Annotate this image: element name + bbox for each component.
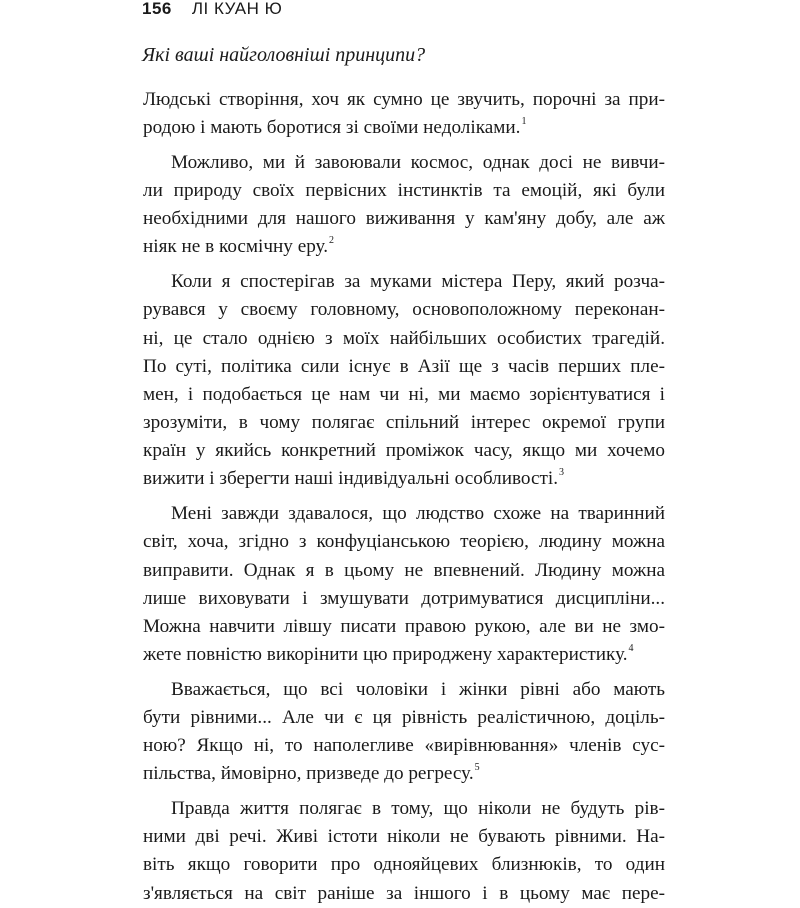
line-text: Мені завжди здавалося, що людство схоже на тваринний — [171, 503, 665, 525]
line-text: рувався у своєму головному, основоположному переконан- — [143, 299, 665, 321]
line-text: Вважається, що всі чоловіки і жінки рівні або мають — [171, 678, 665, 700]
text-line — [143, 86, 665, 114]
line-text: ніяк не в космічну еру. — [143, 236, 329, 258]
running-head — [142, 0, 282, 22]
line-text: мен, і подобається це нам чи ні, ми маємо зорієнтуватися і — [143, 383, 665, 405]
line-text: лише виховувати і змушувати дотримуватися дисципліни... — [143, 587, 665, 609]
paragraph — [143, 86, 665, 142]
line-text: країн у якийсь конкретний проміжок часу, якщо ми хочемо — [143, 440, 665, 462]
line-text: Можливо, ми й завоювали космос, однак досі не вивчи- — [171, 151, 665, 173]
text-line — [143, 823, 665, 851]
text-line — [143, 381, 665, 409]
text-line — [143, 233, 665, 261]
text-line — [143, 437, 665, 465]
line-text: виправити. Однак я в цьому не впевнений. Людину можна — [143, 559, 665, 581]
text-line — [143, 585, 665, 613]
text-line — [143, 465, 665, 493]
line-text: з'являється на світ раніше за іншого і в цьому має пере- — [143, 882, 665, 904]
text-line — [143, 114, 665, 142]
text-line — [143, 177, 665, 205]
line-text: ні, це стало однією з моїх найбільших особистих трагедій. — [143, 327, 665, 349]
paragraph — [143, 149, 665, 262]
line-text: віть якщо говорити про однояйцевих близнюків, то один — [143, 854, 665, 876]
text-line — [143, 732, 665, 760]
line-text: ною? Якщо ні, то наполегливе «вирівнювання» членів сус- — [143, 735, 665, 757]
section-heading: Які ваші найголовніші принципи? — [142, 44, 426, 66]
text-line — [143, 205, 665, 233]
line-text: Людські створіння, хоч як сумно це звучить, порочні за при- — [143, 89, 665, 110]
paragraph — [143, 268, 665, 494]
text-line — [143, 613, 665, 641]
paragraph — [143, 676, 665, 789]
line-text: зрозуміти, в чому полягає спільний інтерес окремої групи — [143, 412, 665, 434]
line-text: пільства, ймовірно, призведе до регресу. — [143, 763, 474, 785]
paragraph — [143, 795, 665, 908]
text-line — [143, 528, 665, 556]
footnote-marker[interactable]: 4 — [628, 643, 634, 655]
text-line — [143, 325, 665, 353]
footnote-marker[interactable]: 5 — [474, 762, 480, 774]
line-text: бути рівними... Але чи є ця рівність реалістичною, доціль- — [143, 706, 665, 728]
text-line — [143, 149, 665, 177]
text-line — [143, 760, 665, 788]
text-line — [143, 795, 665, 823]
running-head-author: ЛІ КУАН Ю — [191, 0, 283, 18]
text-line — [143, 268, 665, 296]
text-line — [143, 557, 665, 585]
line-text: жете повністю викорінити цю природжену характеристику. — [143, 644, 628, 666]
footnote-marker[interactable]: 2 — [329, 235, 335, 247]
line-text: ними дві речі. Живі істоти ніколи не бувають рівними. На- — [143, 826, 665, 848]
line-text: родою і мають боротися зі своїми недоліками. — [143, 117, 521, 139]
text-line — [143, 704, 665, 732]
text-line — [143, 851, 665, 879]
body-text — [143, 86, 665, 908]
line-text: Коли я спостерігав за муками містера Перу, який розча- — [171, 271, 665, 293]
line-text: необхідними для нашого виживання у кам'яну добу, але аж — [143, 208, 665, 230]
text-line — [143, 353, 665, 381]
line-text: Правда життя полягає в тому, що ніколи не будуть рів- — [171, 798, 665, 819]
line-text: вижити і зберегти наші індивідуальні особливості. — [143, 468, 559, 490]
line-text: світ, хоча, згідно з конфуціанською теорією, людину можна — [143, 531, 665, 553]
paragraph — [143, 500, 665, 669]
text-line — [143, 676, 665, 704]
footnote-marker[interactable]: 1 — [521, 116, 527, 128]
page-number: 156 — [142, 0, 172, 18]
line-text: ли природу своїх первісних інстинктів та емоцій, які були — [143, 180, 665, 202]
footnote-marker[interactable]: 3 — [559, 467, 565, 479]
text-line — [143, 880, 665, 908]
text-line — [143, 641, 665, 669]
text-line — [143, 500, 665, 528]
text-line — [143, 409, 665, 437]
line-text: Можна навчити лівшу писати правою рукою, але ви не змо- — [143, 615, 665, 637]
line-text: По суті, політика сили існує в Азії ще з часів перших пле- — [143, 355, 665, 377]
text-line — [143, 296, 665, 324]
